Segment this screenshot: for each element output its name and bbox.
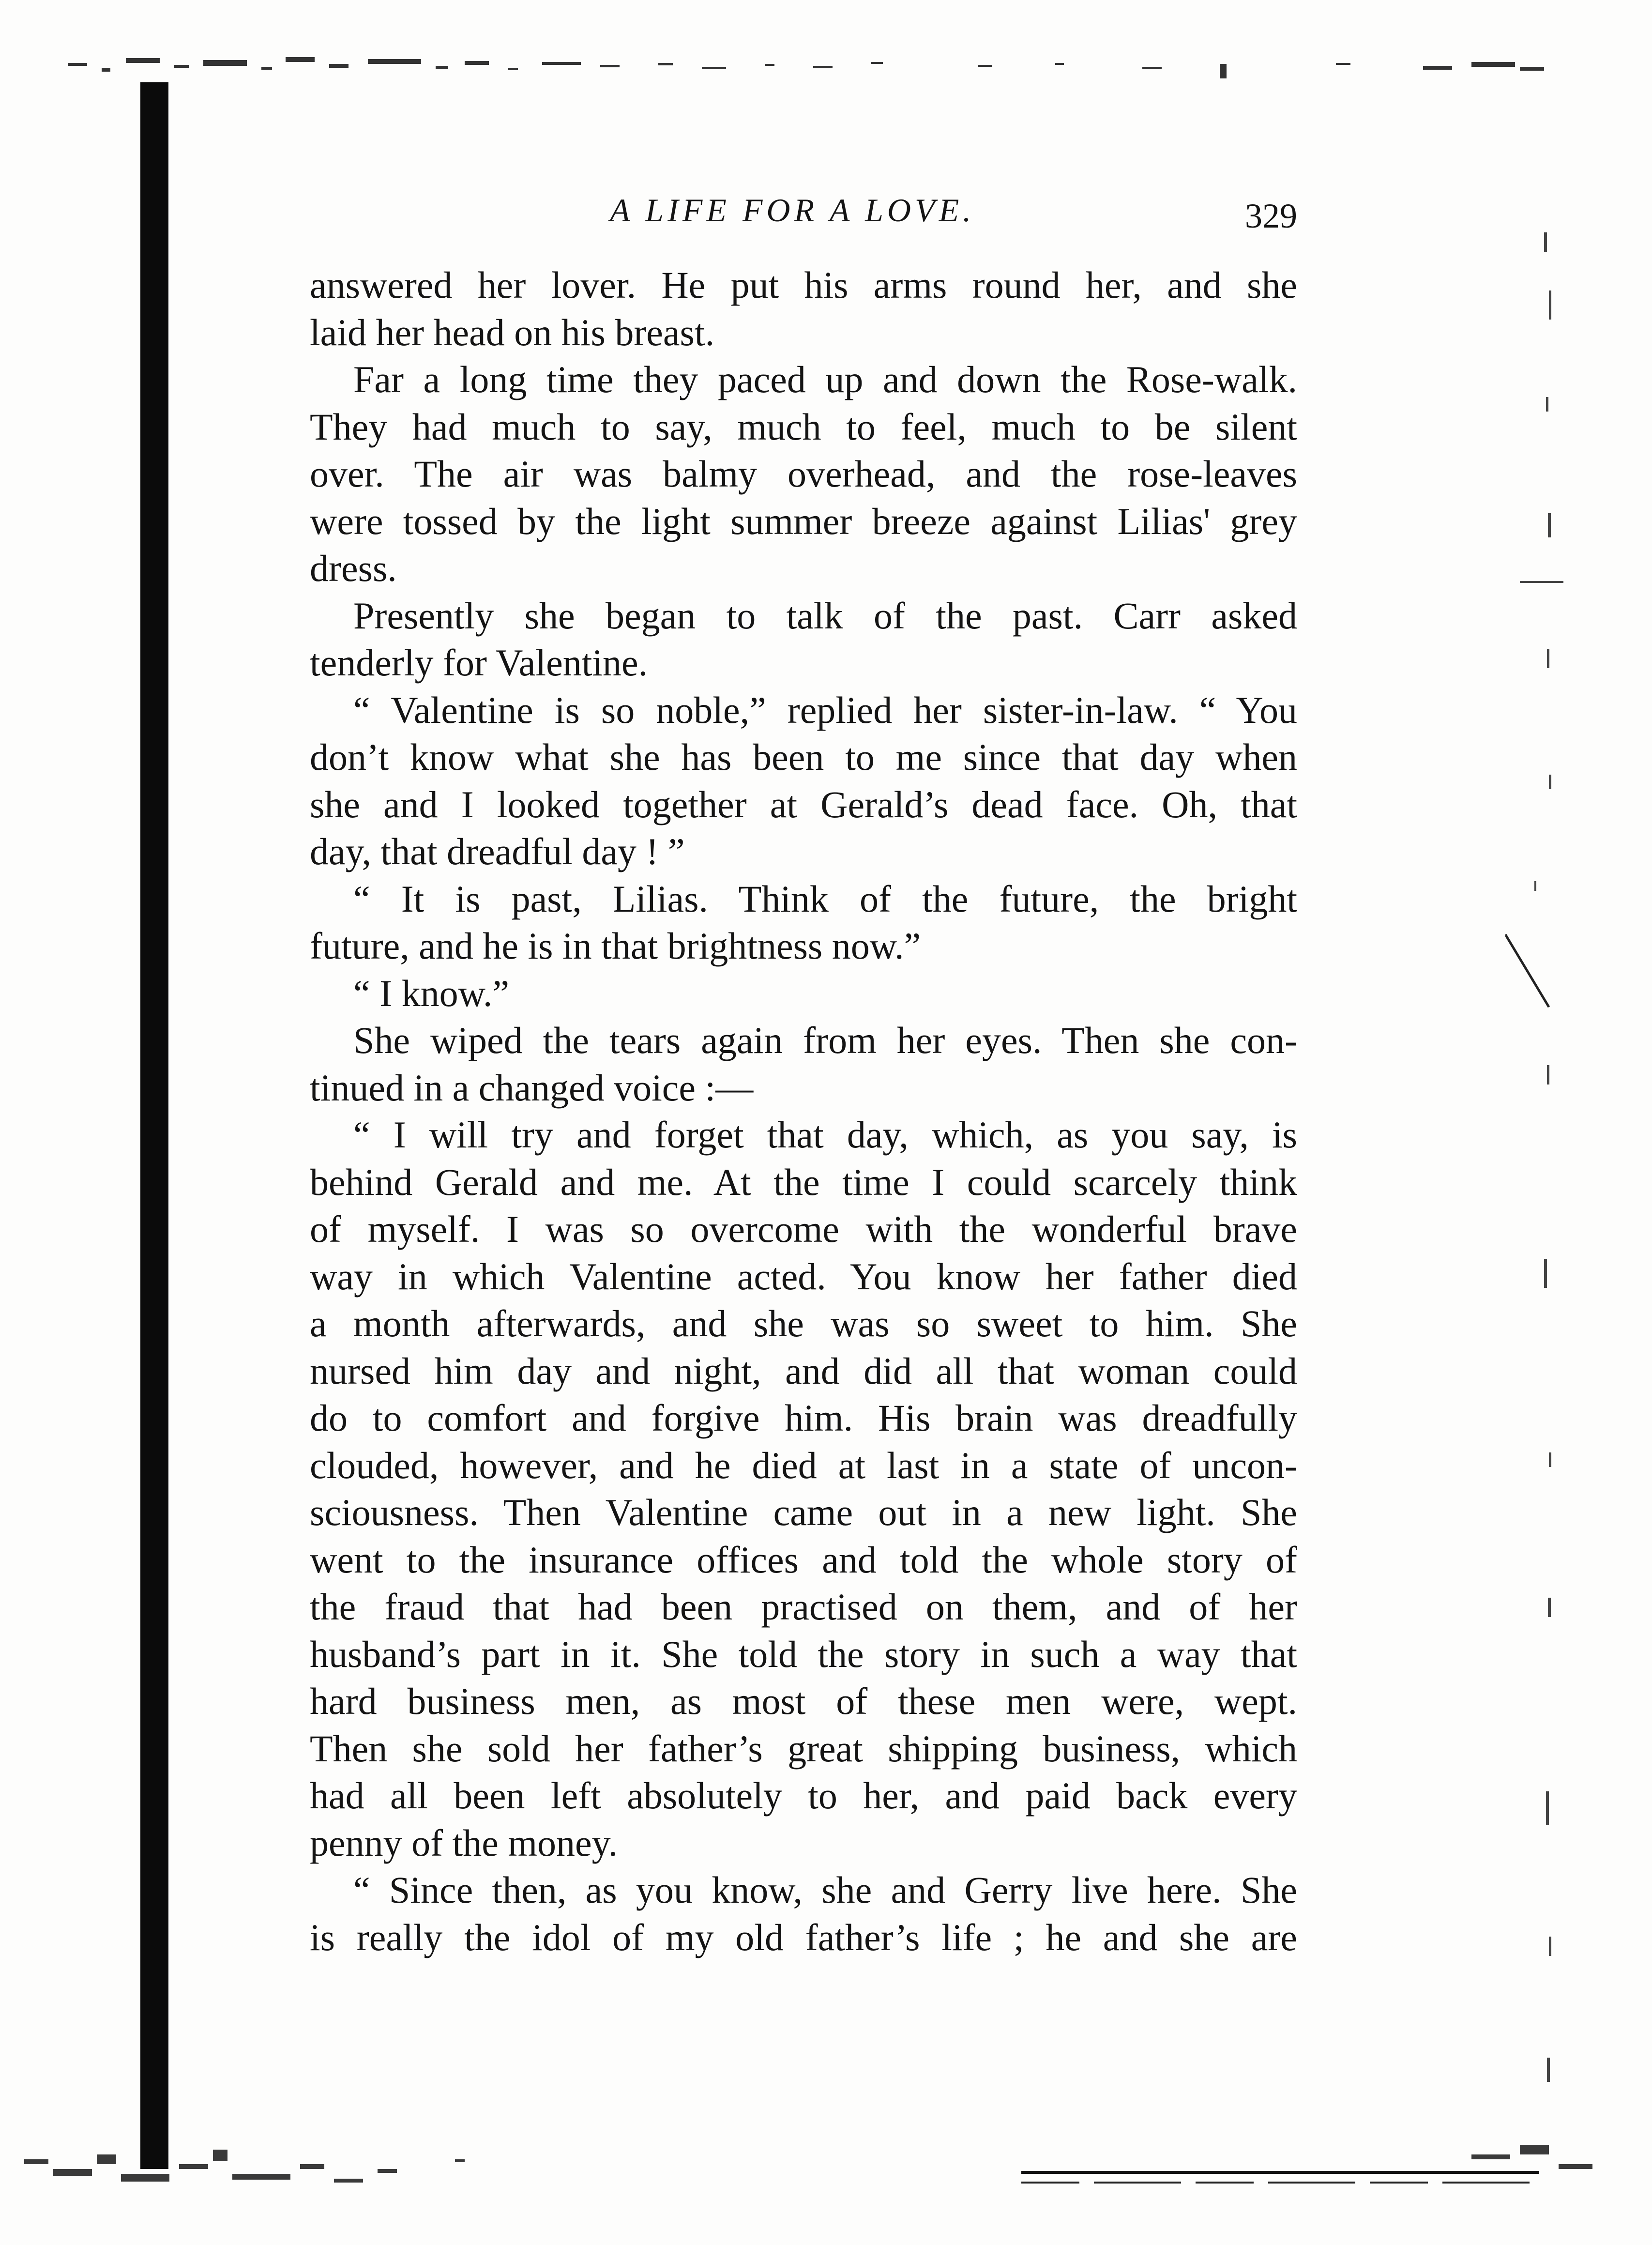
- text-line: Presently she began to talk of the past. Carr asked: [353, 594, 1297, 637]
- text-line: penny of the money.: [310, 1821, 618, 1864]
- text-line: “ Valentine is so noble,” replied her sister-in-law. “ You: [353, 688, 1297, 731]
- page-number: 329: [1245, 197, 1297, 235]
- text-line: over. The air was balmy overhead, and the rose-leaves: [310, 453, 1297, 495]
- text-line: They had much to say, much to feel, much to be silent: [310, 405, 1297, 448]
- spine-shadow: [140, 82, 168, 2169]
- text-line: “ I know.”: [353, 972, 509, 1014]
- text-line: tinued in a changed voice :—: [310, 1066, 754, 1109]
- text-line: sciousness. Then Valentine came out in a new light. She: [310, 1491, 1297, 1533]
- text-line: way in which Valentine acted. You know her father died: [310, 1255, 1297, 1298]
- text-line: behind Gerald and me. At the time I could scarcely think: [310, 1161, 1297, 1203]
- text-line: Then she sold her father’s great shipping business, which: [310, 1727, 1297, 1770]
- text-line: she and I looked together at Gerald’s dead face. Oh, that: [310, 783, 1297, 825]
- text-line: answered her lover. He put his arms round her, and she: [310, 264, 1297, 306]
- text-line: the fraud that had been practised on them, and of her: [310, 1586, 1297, 1628]
- text-line: tenderly for Valentine.: [310, 641, 648, 684]
- text-line: do to comfort and forgive him. His brain was dreadfully: [310, 1397, 1297, 1439]
- text-line: of myself. I was so overcome with the wonderful brave: [310, 1208, 1297, 1250]
- text-line: husband’s part in it. She told the story in such a way that: [310, 1633, 1297, 1675]
- text-line: She wiped the tears again from her eyes. Then she con-: [353, 1019, 1297, 1061]
- text-line: day, that dreadful day ! ”: [310, 830, 685, 872]
- text-line: don’t know what she has been to me since that day when: [310, 736, 1297, 778]
- text-line: future, and he is in that brightness now.”: [310, 925, 921, 967]
- text-line: a month afterwards, and she was so sweet to him. She: [310, 1302, 1297, 1344]
- bottom-rule: [1021, 2171, 1539, 2174]
- text-line: is really the idol of my old father’s life ; he and she are: [310, 1916, 1297, 1958]
- text-line: dress.: [310, 547, 397, 589]
- text-line: went to the insurance offices and told the whole story of: [310, 1538, 1297, 1581]
- text-line: “ Since then, as you know, she and Gerry live here. She: [353, 1869, 1297, 1911]
- top-scan-noise: [58, 53, 1559, 92]
- edge-scan-speckle: [1505, 145, 1651, 2130]
- text-line: “ I will try and forget that day, which, as you say, is: [353, 1114, 1297, 1156]
- text-line: “ It is past, Lilias. Think of the future, the bright: [353, 877, 1297, 920]
- bottom-scan-noise: [19, 2101, 1617, 2208]
- text-line: Far a long time they paced up and down the Rose-walk.: [353, 358, 1297, 400]
- text-line: had all been left absolutely to her, and paid back every: [310, 1774, 1297, 1817]
- text-line: clouded, however, and he died at last in a state of uncon-: [310, 1444, 1297, 1486]
- running-title: A LIFE FOR A LOVE.: [610, 192, 975, 229]
- body-text: [310, 261, 1297, 1961]
- text-line: hard business men, as most of these men were, wept.: [310, 1680, 1297, 1722]
- text-line: laid her head on his breast.: [310, 311, 715, 353]
- text-line: nursed him day and night, and did all that woman could: [310, 1349, 1297, 1392]
- running-head: [310, 191, 1297, 235]
- bottom-rule-dashed: [1021, 2182, 1539, 2184]
- text-line: were tossed by the light summer breeze against Lilias' grey: [310, 500, 1297, 542]
